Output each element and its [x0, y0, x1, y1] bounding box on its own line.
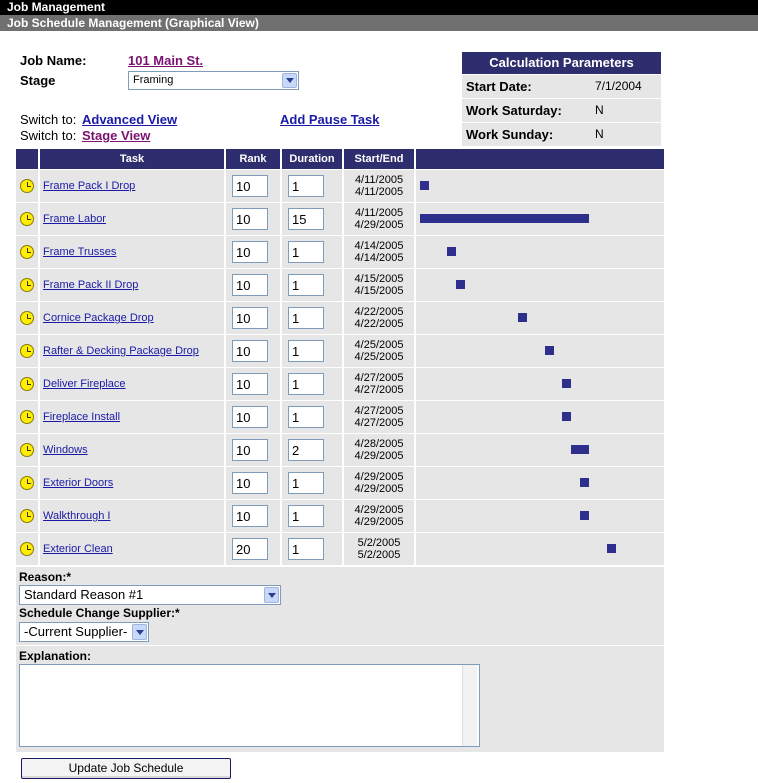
end-date: 4/11/2005 — [354, 186, 404, 198]
dates-cell — [344, 532, 416, 565]
gantt-bar — [447, 247, 456, 256]
calculation-parameters-panel — [462, 52, 661, 146]
status-cell — [16, 367, 40, 400]
table-row — [16, 400, 664, 433]
gantt-bar — [562, 379, 571, 388]
duration-cell — [282, 532, 344, 565]
start-date: 4/15/2005 — [354, 273, 404, 285]
status-cell — [16, 400, 40, 433]
status-cell — [16, 466, 40, 499]
duration-input[interactable] — [288, 307, 324, 329]
duration-input[interactable] — [288, 175, 324, 197]
duration-cell — [282, 169, 344, 202]
job-name-link[interactable]: 101 Main St. — [128, 53, 204, 68]
end-date: 4/27/2005 — [354, 417, 404, 429]
rank-input[interactable] — [232, 472, 268, 494]
work-sunday-label: Work Sunday: — [466, 127, 554, 142]
rank-cell — [226, 433, 282, 466]
table-row — [16, 334, 664, 367]
end-date: 4/27/2005 — [354, 384, 404, 396]
duration-header: Duration — [282, 149, 344, 169]
end-date: 4/25/2005 — [354, 351, 404, 363]
rank-input[interactable] — [232, 439, 268, 461]
clock-icon — [20, 311, 34, 325]
dates-cell — [344, 235, 416, 268]
clock-icon — [20, 344, 34, 358]
add-pause-task-link[interactable]: Add Pause Task — [280, 112, 380, 127]
task-link[interactable]: Frame Pack I Drop — [43, 180, 136, 192]
task-cell — [40, 334, 226, 367]
task-cell — [40, 466, 226, 499]
rank-input[interactable] — [232, 538, 268, 560]
gantt-bar — [420, 181, 429, 190]
start-date: 4/27/2005 — [354, 405, 404, 417]
status-cell — [16, 169, 40, 202]
status-cell — [16, 235, 40, 268]
table-row — [16, 532, 664, 565]
rank-cell — [226, 235, 282, 268]
start-date: 4/29/2005 — [354, 471, 404, 483]
end-date: 4/15/2005 — [354, 285, 404, 297]
gantt-bar — [456, 280, 465, 289]
task-link[interactable]: Cornice Package Drop — [43, 312, 154, 324]
task-link[interactable]: Walkthrough I — [43, 510, 111, 522]
duration-input[interactable] — [288, 439, 324, 461]
end-date: 4/29/2005 — [354, 450, 404, 462]
task-cell — [40, 367, 226, 400]
end-date: 4/29/2005 — [354, 219, 404, 231]
gantt-cell — [416, 334, 664, 367]
switch-prefix-advanced: Switch to: — [20, 112, 77, 127]
task-cell — [40, 202, 226, 235]
duration-cell — [282, 202, 344, 235]
gantt-bar — [580, 478, 589, 487]
dates-cell — [344, 433, 416, 466]
task-link[interactable]: Fireplace Install — [43, 411, 121, 423]
explanation-scrollbar[interactable] — [462, 665, 477, 746]
gantt-bar — [562, 412, 571, 421]
status-cell — [16, 532, 40, 565]
gantt-bar — [420, 214, 589, 223]
task-link[interactable]: Exterior Doors — [43, 477, 114, 489]
end-date: 4/29/2005 — [354, 516, 404, 528]
rank-cell — [226, 334, 282, 367]
gantt-cell — [416, 400, 664, 433]
calc-saturday-row — [462, 99, 661, 122]
clock-icon — [20, 443, 34, 457]
clock-icon — [20, 278, 34, 292]
rank-input[interactable] — [232, 340, 268, 362]
dates-cell — [344, 499, 416, 532]
rank-cell — [226, 268, 282, 301]
end-date: 4/14/2005 — [354, 252, 404, 264]
dates-cell — [344, 400, 416, 433]
rank-input[interactable] — [232, 175, 268, 197]
duration-input[interactable] — [288, 208, 324, 230]
gantt-cell — [416, 499, 664, 532]
rank-input[interactable] — [232, 208, 268, 230]
work-sunday-value: N — [595, 127, 604, 141]
rank-input[interactable] — [232, 373, 268, 395]
gantt-cell — [416, 367, 664, 400]
start-date: 4/11/2005 — [354, 174, 404, 186]
gantt-bar — [580, 511, 589, 520]
dates-cell — [344, 466, 416, 499]
task-cell — [40, 499, 226, 532]
duration-input[interactable] — [288, 505, 324, 527]
rank-input[interactable] — [232, 406, 268, 428]
gantt-cell — [416, 202, 664, 235]
calc-start-row — [462, 75, 661, 98]
reason-select[interactable] — [19, 585, 281, 605]
duration-cell — [282, 367, 344, 400]
duration-cell — [282, 301, 344, 334]
stage-view-link[interactable]: Stage View — [82, 128, 151, 143]
gantt-bar — [571, 445, 589, 454]
chevron-down-icon[interactable] — [132, 624, 147, 640]
gantt-bar — [518, 313, 527, 322]
start-date-value: 7/1/2004 — [595, 79, 642, 93]
stage-select[interactable] — [128, 71, 299, 90]
duration-input[interactable] — [288, 538, 324, 560]
rank-input[interactable] — [232, 307, 268, 329]
task-cell — [40, 400, 226, 433]
chevron-down-icon[interactable] — [282, 73, 297, 88]
dates-cell — [344, 334, 416, 367]
calc-title: Calculation Parameters — [462, 52, 661, 74]
dates-cell — [344, 301, 416, 334]
task-link[interactable]: Frame Labor — [43, 213, 106, 225]
task-cell — [40, 433, 226, 466]
duration-cell — [282, 466, 344, 499]
end-date: 4/22/2005 — [354, 318, 404, 330]
status-cell — [16, 301, 40, 334]
gantt-cell — [416, 268, 664, 301]
duration-input[interactable] — [288, 472, 324, 494]
duration-input[interactable] — [288, 406, 324, 428]
gantt-cell — [416, 301, 664, 334]
gantt-cell — [416, 532, 664, 565]
dates-cell — [344, 169, 416, 202]
end-date: 4/29/2005 — [354, 483, 404, 495]
rank-input[interactable] — [232, 241, 268, 263]
rank-cell — [226, 367, 282, 400]
task-cell — [40, 301, 226, 334]
advanced-view-link[interactable]: Advanced View — [82, 112, 178, 127]
startend-header: Start/End — [344, 149, 416, 169]
task-link[interactable]: Frame Trusses — [43, 246, 117, 258]
duration-input[interactable] — [288, 373, 324, 395]
table-row — [16, 202, 664, 235]
update-job-schedule-button[interactable]: Update Job Schedule — [21, 758, 231, 779]
table-row — [16, 169, 664, 202]
rank-cell — [226, 301, 282, 334]
stage-label: Stage — [20, 73, 56, 88]
switch-prefix-stage: Switch to: — [20, 128, 77, 143]
task-cell — [40, 268, 226, 301]
rank-cell — [226, 466, 282, 499]
rank-cell — [226, 169, 282, 202]
gantt-cell — [416, 235, 664, 268]
status-cell — [16, 268, 40, 301]
status-cell — [16, 499, 40, 532]
supplier-select[interactable] — [19, 622, 149, 642]
task-header: Task — [40, 149, 226, 169]
supplier-label: Schedule Change Supplier:* — [19, 606, 180, 620]
start-date: 4/29/2005 — [354, 504, 404, 516]
task-cell — [40, 532, 226, 565]
start-date: 4/11/2005 — [354, 207, 404, 219]
work-saturday-label: Work Saturday: — [466, 103, 562, 118]
dates-cell — [344, 202, 416, 235]
rank-cell — [226, 400, 282, 433]
clock-icon — [20, 542, 34, 556]
gantt-bar — [545, 346, 554, 355]
start-date: 4/14/2005 — [354, 240, 404, 252]
duration-cell — [282, 499, 344, 532]
rank-input[interactable] — [232, 274, 268, 296]
page-subtitle: Job Schedule Management (Graphical View) — [0, 15, 758, 31]
rank-cell — [226, 532, 282, 565]
clock-icon — [20, 476, 34, 490]
table-row — [16, 235, 664, 268]
status-cell — [16, 202, 40, 235]
table-row — [16, 301, 664, 334]
table-row — [16, 466, 664, 499]
start-date: 4/22/2005 — [354, 306, 404, 318]
gantt-header — [416, 149, 664, 169]
dates-cell — [344, 367, 416, 400]
task-cell — [40, 169, 226, 202]
task-link[interactable]: Deliver Fireplace — [43, 378, 126, 390]
rank-input[interactable] — [232, 505, 268, 527]
chevron-down-icon[interactable] — [264, 587, 279, 603]
reason-select-value: Standard Reason #1 — [24, 587, 144, 602]
duration-cell — [282, 268, 344, 301]
table-row — [16, 367, 664, 400]
gantt-cell — [416, 169, 664, 202]
end-date: 5/2/2005 — [357, 549, 401, 561]
table-row — [16, 499, 664, 532]
task-link[interactable]: Exterior Clean — [43, 543, 113, 555]
status-cell — [16, 433, 40, 466]
work-saturday-value: N — [595, 103, 604, 117]
app-title: Job Management — [0, 0, 758, 15]
table-row — [16, 433, 664, 466]
duration-input[interactable] — [288, 340, 324, 362]
status-cell — [16, 334, 40, 367]
clock-icon — [20, 245, 34, 259]
rank-header: Rank — [226, 149, 282, 169]
start-date-label: Start Date: — [466, 79, 532, 94]
task-cell — [40, 235, 226, 268]
start-date: 4/27/2005 — [354, 372, 404, 384]
task-link[interactable]: Windows — [43, 444, 88, 456]
duration-cell — [282, 235, 344, 268]
task-link[interactable]: Rafter & Decking Package Drop — [43, 345, 199, 357]
start-date: 4/25/2005 — [354, 339, 404, 351]
table-row — [16, 268, 664, 301]
icon-header — [16, 149, 40, 169]
duration-cell — [282, 433, 344, 466]
duration-cell — [282, 400, 344, 433]
duration-input[interactable] — [288, 274, 324, 296]
dates-cell — [344, 268, 416, 301]
gantt-cell — [416, 466, 664, 499]
gantt-bar — [607, 544, 616, 553]
schedule-table — [16, 149, 664, 565]
gantt-cell — [416, 433, 664, 466]
clock-icon — [20, 410, 34, 424]
supplier-select-value: -Current Supplier- — [24, 624, 128, 639]
stage-select-value: Framing — [133, 74, 174, 86]
start-date: 5/2/2005 — [357, 537, 401, 549]
rank-cell — [226, 202, 282, 235]
rank-cell — [226, 499, 282, 532]
duration-input[interactable] — [288, 241, 324, 263]
start-date: 4/28/2005 — [354, 438, 404, 450]
calc-sunday-row — [462, 123, 661, 146]
clock-icon — [20, 377, 34, 391]
reason-label: Reason:* — [19, 570, 72, 584]
clock-icon — [20, 179, 34, 193]
clock-icon — [20, 212, 34, 226]
task-link[interactable]: Frame Pack II Drop — [43, 279, 139, 291]
explanation-textarea[interactable] — [19, 664, 480, 747]
explanation-label: Explanation: — [19, 649, 92, 663]
job-name-label: Job Name: — [20, 53, 87, 68]
schedule-rows — [16, 169, 664, 565]
duration-cell — [282, 334, 344, 367]
clock-icon — [20, 509, 34, 523]
